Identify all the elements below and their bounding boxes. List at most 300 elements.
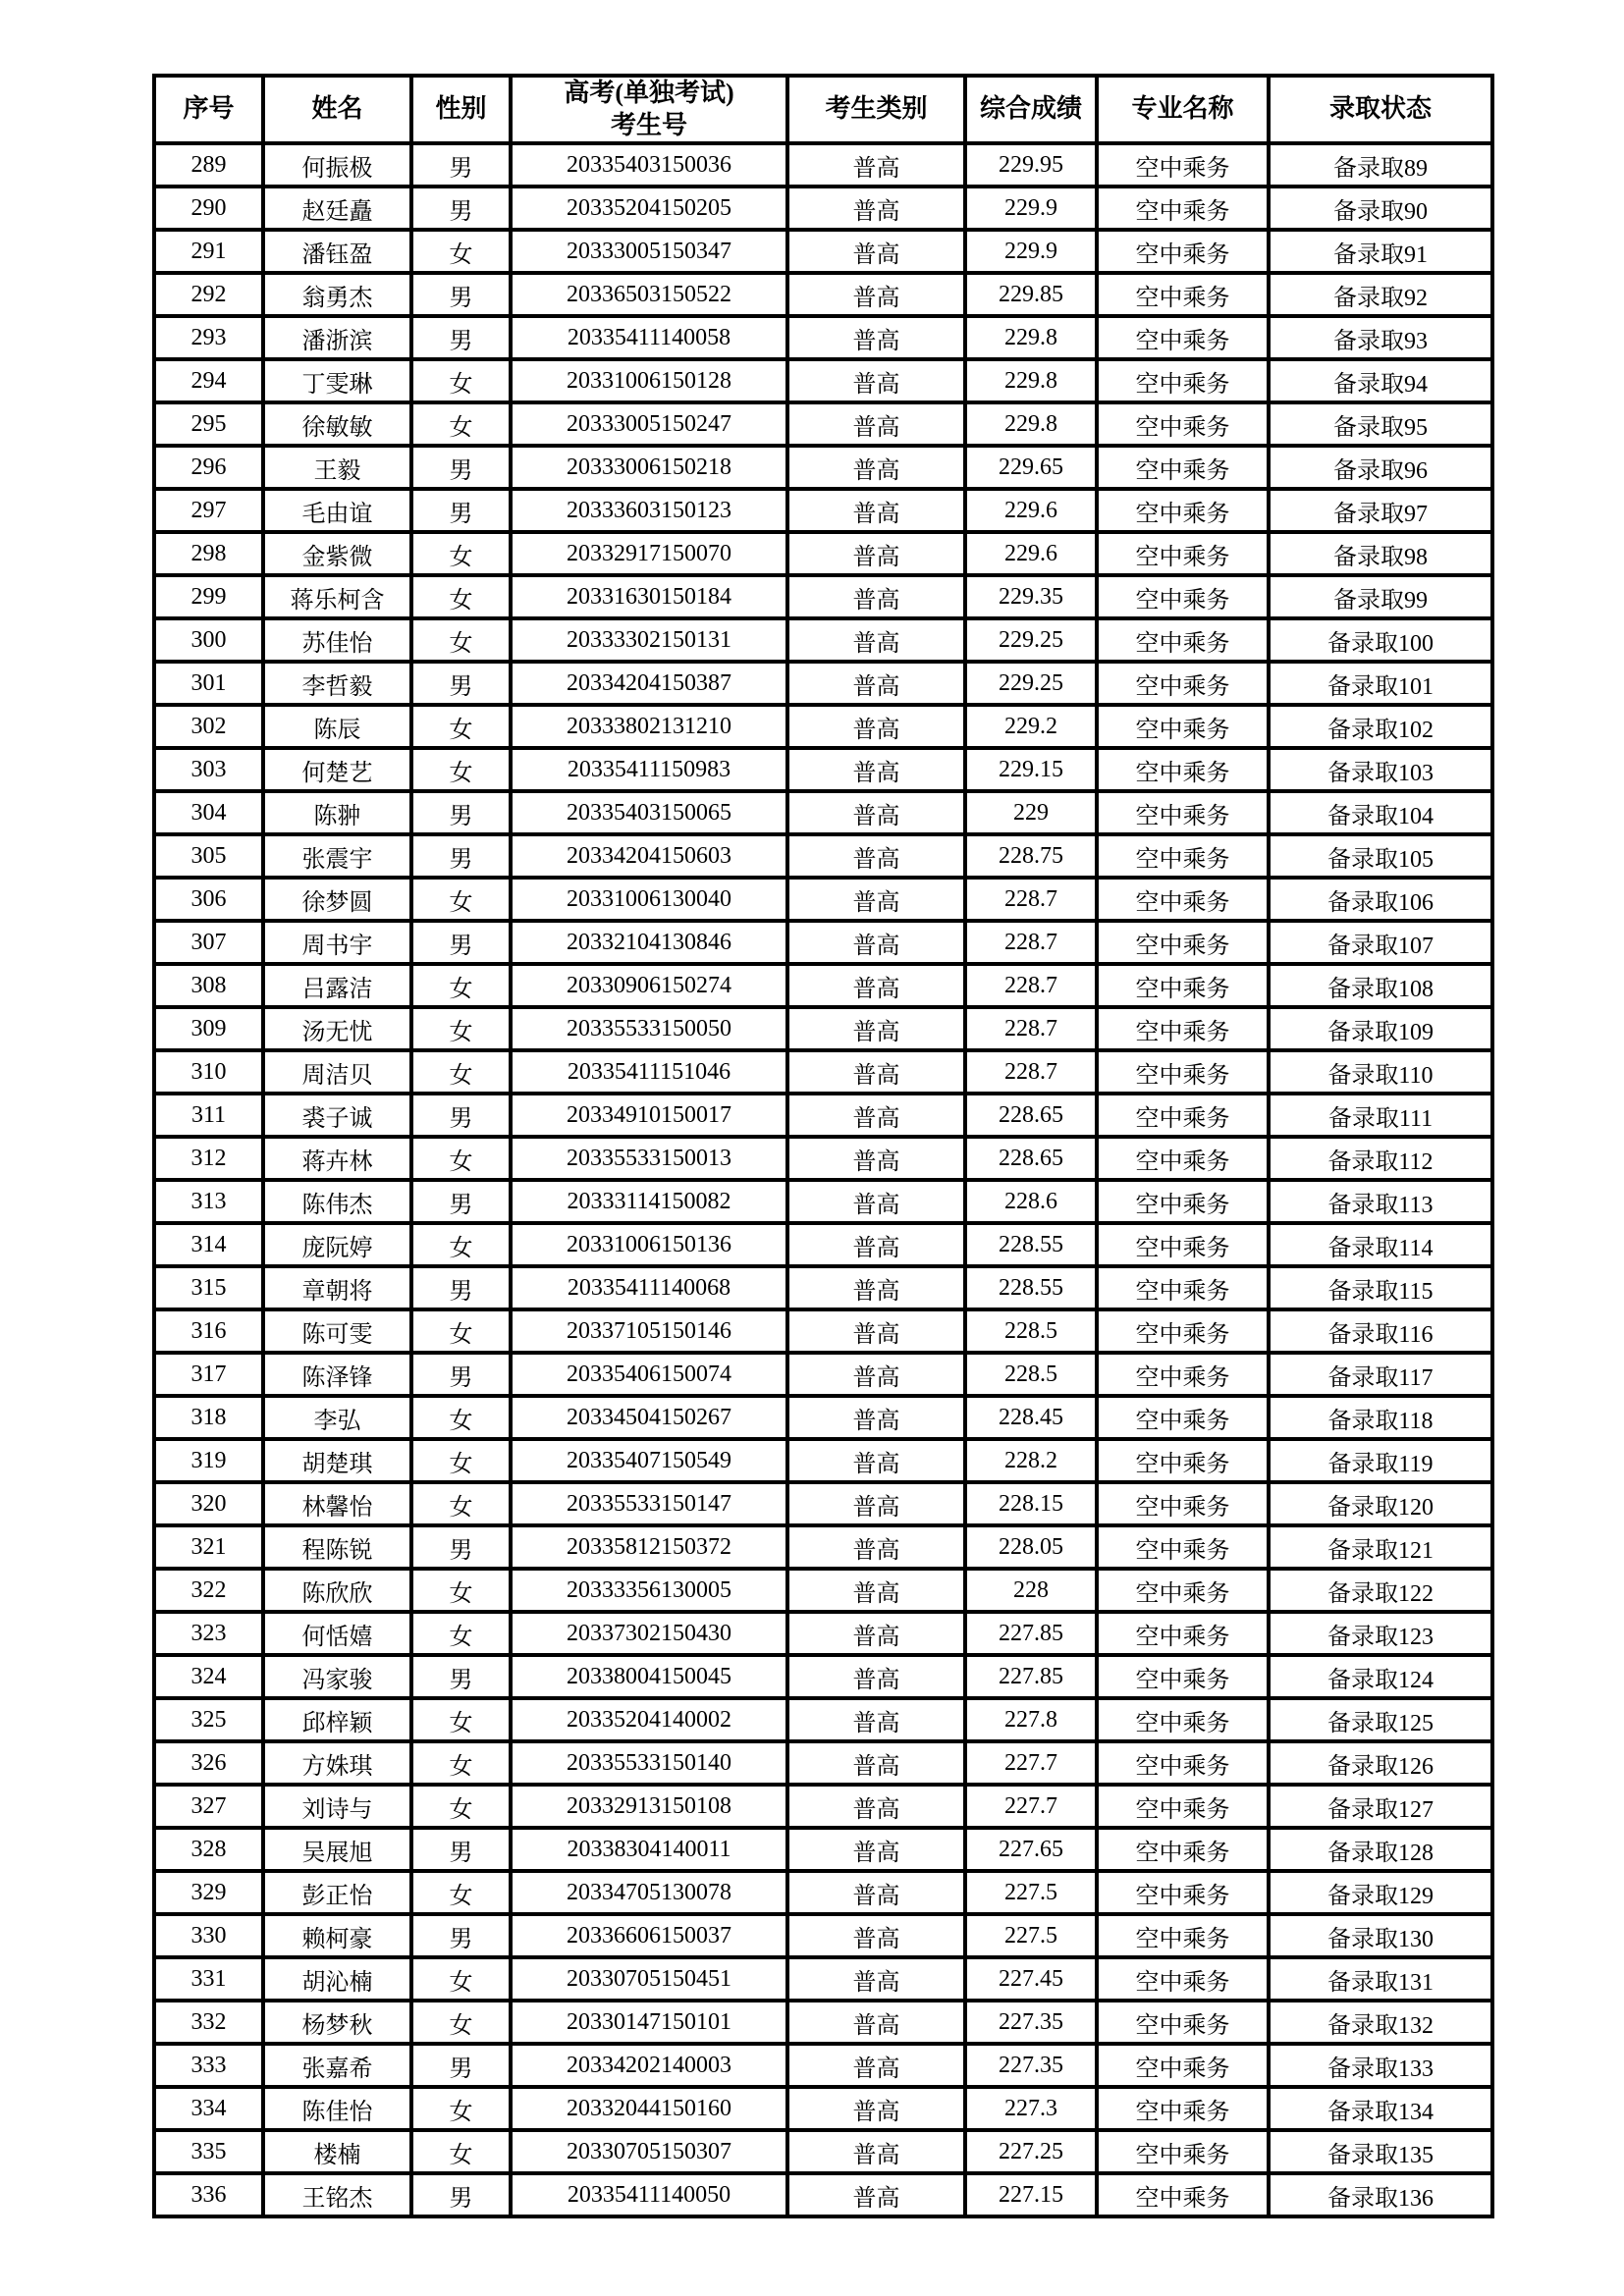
cell-composite-score: 229.35 — [965, 575, 1097, 618]
cell-gender: 女 — [411, 1137, 511, 1180]
cell-major-name: 空中乘务 — [1097, 2044, 1269, 2087]
cell-candidate-type: 普高 — [787, 1396, 965, 1439]
cell-exam-number: 20335533150140 — [511, 1741, 787, 1785]
cell-serial: 306 — [154, 878, 263, 921]
cell-admission-status: 备录取117 — [1269, 1353, 1492, 1396]
col-header-name: 姓名 — [263, 76, 411, 143]
cell-serial: 318 — [154, 1396, 263, 1439]
cell-admission-status: 备录取97 — [1269, 489, 1492, 532]
cell-exam-number: 20335411140058 — [511, 316, 787, 359]
cell-serial: 300 — [154, 618, 263, 662]
cell-composite-score: 228.7 — [965, 921, 1097, 964]
cell-composite-score: 229.85 — [965, 273, 1097, 316]
cell-gender: 女 — [411, 878, 511, 921]
cell-admission-status: 备录取99 — [1269, 575, 1492, 618]
cell-gender: 女 — [411, 2087, 511, 2130]
cell-serial: 333 — [154, 2044, 263, 2087]
cell-admission-status: 备录取132 — [1269, 2001, 1492, 2044]
cell-name: 陈欣欣 — [263, 1569, 411, 1612]
cell-major-name: 空中乘务 — [1097, 575, 1269, 618]
cell-gender: 女 — [411, 575, 511, 618]
cell-serial: 313 — [154, 1180, 263, 1223]
cell-candidate-type: 普高 — [787, 662, 965, 705]
cell-exam-number: 20335812150372 — [511, 1525, 787, 1569]
col-header-gender: 性别 — [411, 76, 511, 143]
cell-major-name: 空中乘务 — [1097, 1698, 1269, 1741]
cell-name: 裘子诚 — [263, 1094, 411, 1137]
col-header-exam-number-line2: 考生号 — [610, 110, 687, 139]
cell-exam-number: 20334204150387 — [511, 662, 787, 705]
table-row — [154, 1482, 1492, 1525]
cell-serial: 311 — [154, 1094, 263, 1137]
cell-admission-status: 备录取115 — [1269, 1266, 1492, 1309]
cell-name: 方姝琪 — [263, 1741, 411, 1785]
cell-name: 苏佳怡 — [263, 618, 411, 662]
cell-name: 庞阮婷 — [263, 1223, 411, 1266]
cell-admission-status: 备录取131 — [1269, 1957, 1492, 2001]
table-row — [154, 1353, 1492, 1396]
cell-serial: 315 — [154, 1266, 263, 1309]
cell-gender: 男 — [411, 273, 511, 316]
cell-admission-status: 备录取135 — [1269, 2130, 1492, 2173]
cell-candidate-type: 普高 — [787, 1309, 965, 1353]
cell-candidate-type: 普高 — [787, 273, 965, 316]
cell-candidate-type: 普高 — [787, 1007, 965, 1050]
col-header-exam-number-line1: 高考(单独考试) — [564, 79, 734, 107]
cell-major-name: 空中乘务 — [1097, 1266, 1269, 1309]
cell-gender: 女 — [411, 964, 511, 1007]
cell-major-name: 空中乘务 — [1097, 1828, 1269, 1871]
cell-major-name: 空中乘务 — [1097, 1914, 1269, 1957]
cell-candidate-type: 普高 — [787, 834, 965, 878]
cell-composite-score: 228.7 — [965, 1007, 1097, 1050]
cell-name: 冯家骏 — [263, 1655, 411, 1698]
table-row — [154, 1914, 1492, 1957]
cell-serial: 296 — [154, 446, 263, 489]
cell-major-name: 空中乘务 — [1097, 316, 1269, 359]
cell-name: 林馨怡 — [263, 1482, 411, 1525]
cell-serial: 291 — [154, 230, 263, 273]
cell-candidate-type: 普高 — [787, 878, 965, 921]
cell-serial: 324 — [154, 1655, 263, 1698]
cell-gender: 女 — [411, 359, 511, 402]
cell-exam-number: 20335411140050 — [511, 2173, 787, 2216]
cell-major-name: 空中乘务 — [1097, 1050, 1269, 1094]
cell-gender: 女 — [411, 402, 511, 446]
cell-composite-score: 229.65 — [965, 446, 1097, 489]
cell-admission-status: 备录取103 — [1269, 748, 1492, 791]
cell-admission-status: 备录取129 — [1269, 1871, 1492, 1914]
cell-gender: 女 — [411, 2130, 511, 2173]
cell-admission-status: 备录取98 — [1269, 532, 1492, 575]
cell-serial: 310 — [154, 1050, 263, 1094]
cell-composite-score: 227.35 — [965, 2044, 1097, 2087]
cell-exam-number: 20338004150045 — [511, 1655, 787, 1698]
cell-exam-number: 20330705150451 — [511, 1957, 787, 2001]
cell-candidate-type: 普高 — [787, 1957, 965, 2001]
cell-exam-number: 20336503150522 — [511, 273, 787, 316]
cell-name: 彭正怡 — [263, 1871, 411, 1914]
cell-serial: 298 — [154, 532, 263, 575]
cell-candidate-type: 普高 — [787, 1698, 965, 1741]
cell-exam-number: 20331006150128 — [511, 359, 787, 402]
cell-candidate-type: 普高 — [787, 1353, 965, 1396]
cell-serial: 323 — [154, 1612, 263, 1655]
cell-exam-number: 20334705130078 — [511, 1871, 787, 1914]
cell-major-name: 空中乘务 — [1097, 1785, 1269, 1828]
cell-admission-status: 备录取89 — [1269, 143, 1492, 187]
cell-name: 汤无忧 — [263, 1007, 411, 1050]
cell-admission-status: 备录取111 — [1269, 1094, 1492, 1137]
admission-table — [152, 74, 1494, 2218]
cell-admission-status: 备录取95 — [1269, 402, 1492, 446]
cell-composite-score: 229.8 — [965, 359, 1097, 402]
cell-candidate-type: 普高 — [787, 1050, 965, 1094]
cell-candidate-type: 普高 — [787, 1180, 965, 1223]
cell-major-name: 空中乘务 — [1097, 489, 1269, 532]
cell-major-name: 空中乘务 — [1097, 791, 1269, 834]
cell-candidate-type: 普高 — [787, 402, 965, 446]
cell-name: 何振极 — [263, 143, 411, 187]
cell-exam-number: 20335406150074 — [511, 1353, 787, 1396]
cell-name: 程陈锐 — [263, 1525, 411, 1569]
cell-major-name: 空中乘务 — [1097, 1309, 1269, 1353]
table-row — [154, 575, 1492, 618]
cell-candidate-type: 普高 — [787, 532, 965, 575]
cell-exam-number: 20334910150017 — [511, 1094, 787, 1137]
cell-admission-status: 备录取127 — [1269, 1785, 1492, 1828]
cell-serial: 293 — [154, 316, 263, 359]
cell-name: 吴展旭 — [263, 1828, 411, 1871]
cell-admission-status: 备录取118 — [1269, 1396, 1492, 1439]
cell-serial: 328 — [154, 1828, 263, 1871]
cell-exam-number: 20330705150307 — [511, 2130, 787, 2173]
cell-major-name: 空中乘务 — [1097, 1569, 1269, 1612]
cell-gender: 男 — [411, 791, 511, 834]
cell-serial: 307 — [154, 921, 263, 964]
cell-candidate-type: 普高 — [787, 921, 965, 964]
cell-serial: 332 — [154, 2001, 263, 2044]
cell-gender: 男 — [411, 143, 511, 187]
table-row — [154, 921, 1492, 964]
cell-composite-score: 229.9 — [965, 230, 1097, 273]
cell-major-name: 空中乘务 — [1097, 834, 1269, 878]
cell-serial: 320 — [154, 1482, 263, 1525]
cell-admission-status: 备录取96 — [1269, 446, 1492, 489]
cell-composite-score: 229.25 — [965, 618, 1097, 662]
cell-name: 潘钰盈 — [263, 230, 411, 273]
cell-composite-score: 228.55 — [965, 1266, 1097, 1309]
cell-composite-score: 228.7 — [965, 878, 1097, 921]
cell-name: 杨梦秋 — [263, 2001, 411, 2044]
cell-candidate-type: 普高 — [787, 2173, 965, 2216]
cell-major-name: 空中乘务 — [1097, 1655, 1269, 1698]
col-header-composite-score: 综合成绩 — [965, 76, 1097, 143]
cell-serial: 302 — [154, 705, 263, 748]
cell-major-name: 空中乘务 — [1097, 1396, 1269, 1439]
cell-gender: 女 — [411, 1439, 511, 1482]
cell-admission-status: 备录取136 — [1269, 2173, 1492, 2216]
cell-serial: 299 — [154, 575, 263, 618]
cell-name: 胡楚琪 — [263, 1439, 411, 1482]
cell-serial: 305 — [154, 834, 263, 878]
cell-composite-score: 228.15 — [965, 1482, 1097, 1525]
cell-candidate-type: 普高 — [787, 1655, 965, 1698]
cell-admission-status: 备录取92 — [1269, 273, 1492, 316]
cell-composite-score: 227.85 — [965, 1612, 1097, 1655]
table-row — [154, 1439, 1492, 1482]
cell-candidate-type: 普高 — [787, 1785, 965, 1828]
cell-name: 蒋乐柯含 — [263, 575, 411, 618]
cell-serial: 308 — [154, 964, 263, 1007]
cell-major-name: 空中乘务 — [1097, 2130, 1269, 2173]
cell-composite-score: 228.5 — [965, 1353, 1097, 1396]
cell-gender: 女 — [411, 1223, 511, 1266]
cell-admission-status: 备录取116 — [1269, 1309, 1492, 1353]
cell-exam-number: 20333006150218 — [511, 446, 787, 489]
cell-admission-status: 备录取130 — [1269, 1914, 1492, 1957]
cell-exam-number: 20330906150274 — [511, 964, 787, 1007]
cell-candidate-type: 普高 — [787, 446, 965, 489]
cell-admission-status: 备录取125 — [1269, 1698, 1492, 1741]
cell-major-name: 空中乘务 — [1097, 921, 1269, 964]
cell-name: 邱梓颖 — [263, 1698, 411, 1741]
cell-candidate-type: 普高 — [787, 1914, 965, 1957]
cell-gender: 男 — [411, 921, 511, 964]
cell-name: 赖柯豪 — [263, 1914, 411, 1957]
col-header-admission-status: 录取状态 — [1269, 76, 1492, 143]
cell-major-name: 空中乘务 — [1097, 2087, 1269, 2130]
cell-gender: 女 — [411, 1007, 511, 1050]
cell-candidate-type: 普高 — [787, 1266, 965, 1309]
cell-exam-number: 20337302150430 — [511, 1612, 787, 1655]
cell-composite-score: 229 — [965, 791, 1097, 834]
cell-serial: 331 — [154, 1957, 263, 2001]
cell-serial: 290 — [154, 187, 263, 230]
cell-name: 徐敏敏 — [263, 402, 411, 446]
cell-major-name: 空中乘务 — [1097, 748, 1269, 791]
cell-admission-status: 备录取124 — [1269, 1655, 1492, 1698]
cell-name: 陈辰 — [263, 705, 411, 748]
cell-major-name: 空中乘务 — [1097, 1957, 1269, 2001]
cell-candidate-type: 普高 — [787, 2087, 965, 2130]
cell-gender: 女 — [411, 1957, 511, 2001]
cell-composite-score: 228.7 — [965, 964, 1097, 1007]
cell-major-name: 空中乘务 — [1097, 1741, 1269, 1785]
cell-major-name: 空中乘务 — [1097, 964, 1269, 1007]
cell-exam-number: 20335403150065 — [511, 791, 787, 834]
cell-gender: 男 — [411, 489, 511, 532]
cell-composite-score: 229.8 — [965, 402, 1097, 446]
cell-gender: 男 — [411, 834, 511, 878]
cell-exam-number: 20335533150013 — [511, 1137, 787, 1180]
cell-composite-score: 227.7 — [965, 1785, 1097, 1828]
cell-gender: 男 — [411, 1094, 511, 1137]
cell-composite-score: 229.8 — [965, 316, 1097, 359]
cell-admission-status: 备录取123 — [1269, 1612, 1492, 1655]
cell-name: 周书宇 — [263, 921, 411, 964]
cell-name: 毛由谊 — [263, 489, 411, 532]
cell-candidate-type: 普高 — [787, 230, 965, 273]
cell-composite-score: 228.6 — [965, 1180, 1097, 1223]
table-row — [154, 834, 1492, 878]
cell-admission-status: 备录取120 — [1269, 1482, 1492, 1525]
cell-name: 章朝将 — [263, 1266, 411, 1309]
cell-composite-score: 227.15 — [965, 2173, 1097, 2216]
cell-admission-status: 备录取134 — [1269, 2087, 1492, 2130]
cell-admission-status: 备录取128 — [1269, 1828, 1492, 1871]
table-row — [154, 705, 1492, 748]
cell-serial: 301 — [154, 662, 263, 705]
cell-name: 何恬嬉 — [263, 1612, 411, 1655]
cell-major-name: 空中乘务 — [1097, 1137, 1269, 1180]
cell-candidate-type: 普高 — [787, 489, 965, 532]
cell-composite-score: 227.5 — [965, 1871, 1097, 1914]
cell-exam-number: 20333802131210 — [511, 705, 787, 748]
cell-serial: 295 — [154, 402, 263, 446]
cell-composite-score: 228.05 — [965, 1525, 1097, 1569]
cell-name: 陈翀 — [263, 791, 411, 834]
cell-gender: 女 — [411, 1482, 511, 1525]
cell-name: 潘浙滨 — [263, 316, 411, 359]
cell-admission-status: 备录取113 — [1269, 1180, 1492, 1223]
table-row — [154, 2173, 1492, 2216]
table-row — [154, 1309, 1492, 1353]
cell-exam-number: 20335204140002 — [511, 1698, 787, 1741]
cell-gender: 女 — [411, 532, 511, 575]
cell-name: 吕露洁 — [263, 964, 411, 1007]
cell-serial: 312 — [154, 1137, 263, 1180]
table-row — [154, 878, 1492, 921]
cell-exam-number: 20335204150205 — [511, 187, 787, 230]
table-row — [154, 1525, 1492, 1569]
cell-name: 张嘉希 — [263, 2044, 411, 2087]
cell-composite-score: 229.2 — [965, 705, 1097, 748]
cell-exam-number: 20330147150101 — [511, 2001, 787, 2044]
cell-composite-score: 228.45 — [965, 1396, 1097, 1439]
cell-name: 陈可雯 — [263, 1309, 411, 1353]
table-row — [154, 402, 1492, 446]
cell-serial: 334 — [154, 2087, 263, 2130]
cell-name: 翁勇杰 — [263, 273, 411, 316]
table-row — [154, 1698, 1492, 1741]
cell-candidate-type: 普高 — [787, 1094, 965, 1137]
cell-gender: 男 — [411, 187, 511, 230]
col-header-exam-number — [511, 76, 787, 143]
cell-serial: 319 — [154, 1439, 263, 1482]
cell-gender: 女 — [411, 705, 511, 748]
cell-exam-number: 20336606150037 — [511, 1914, 787, 1957]
cell-candidate-type: 普高 — [787, 143, 965, 187]
cell-serial: 289 — [154, 143, 263, 187]
cell-candidate-type: 普高 — [787, 187, 965, 230]
cell-serial: 330 — [154, 1914, 263, 1957]
cell-name: 李弘 — [263, 1396, 411, 1439]
cell-major-name: 空中乘务 — [1097, 230, 1269, 273]
cell-admission-status: 备录取91 — [1269, 230, 1492, 273]
cell-composite-score: 227.25 — [965, 2130, 1097, 2173]
cell-admission-status: 备录取119 — [1269, 1439, 1492, 1482]
table-row — [154, 2130, 1492, 2173]
cell-admission-status: 备录取106 — [1269, 878, 1492, 921]
cell-admission-status: 备录取105 — [1269, 834, 1492, 878]
cell-candidate-type: 普高 — [787, 2044, 965, 2087]
cell-candidate-type: 普高 — [787, 1871, 965, 1914]
cell-major-name: 空中乘务 — [1097, 2173, 1269, 2216]
cell-candidate-type: 普高 — [787, 1828, 965, 1871]
cell-gender: 女 — [411, 1741, 511, 1785]
table-row — [154, 1007, 1492, 1050]
cell-exam-number: 20332913150108 — [511, 1785, 787, 1828]
table-row — [154, 1396, 1492, 1439]
cell-gender: 女 — [411, 1612, 511, 1655]
cell-name: 陈佳怡 — [263, 2087, 411, 2130]
cell-admission-status: 备录取110 — [1269, 1050, 1492, 1094]
cell-major-name: 空中乘务 — [1097, 1223, 1269, 1266]
table-row — [154, 230, 1492, 273]
cell-composite-score: 228.2 — [965, 1439, 1097, 1482]
cell-gender: 男 — [411, 1353, 511, 1396]
cell-major-name: 空中乘务 — [1097, 1094, 1269, 1137]
cell-serial: 316 — [154, 1309, 263, 1353]
cell-major-name: 空中乘务 — [1097, 878, 1269, 921]
cell-name: 蒋卉林 — [263, 1137, 411, 1180]
cell-admission-status: 备录取121 — [1269, 1525, 1492, 1569]
cell-name: 徐梦圆 — [263, 878, 411, 921]
table-row — [154, 1223, 1492, 1266]
cell-gender: 男 — [411, 2173, 511, 2216]
cell-name: 何楚艺 — [263, 748, 411, 791]
cell-composite-score: 228.5 — [965, 1309, 1097, 1353]
cell-candidate-type: 普高 — [787, 705, 965, 748]
cell-composite-score: 229.15 — [965, 748, 1097, 791]
cell-composite-score: 229.6 — [965, 489, 1097, 532]
cell-exam-number: 20333005150247 — [511, 402, 787, 446]
table-row — [154, 2044, 1492, 2087]
cell-candidate-type: 普高 — [787, 964, 965, 1007]
cell-exam-number: 20335533150147 — [511, 1482, 787, 1525]
cell-major-name: 空中乘务 — [1097, 1439, 1269, 1482]
cell-serial: 325 — [154, 1698, 263, 1741]
cell-name: 胡沁楠 — [263, 1957, 411, 2001]
cell-major-name: 空中乘务 — [1097, 359, 1269, 402]
cell-candidate-type: 普高 — [787, 1612, 965, 1655]
table-row — [154, 1180, 1492, 1223]
cell-serial: 303 — [154, 748, 263, 791]
cell-admission-status: 备录取90 — [1269, 187, 1492, 230]
cell-serial: 317 — [154, 1353, 263, 1396]
cell-major-name: 空中乘务 — [1097, 532, 1269, 575]
table-row — [154, 618, 1492, 662]
cell-name: 陈泽锋 — [263, 1353, 411, 1396]
cell-exam-number: 20331006130040 — [511, 878, 787, 921]
cell-serial: 292 — [154, 273, 263, 316]
table-row — [154, 2087, 1492, 2130]
table-row — [154, 964, 1492, 1007]
cell-gender: 男 — [411, 662, 511, 705]
cell-candidate-type: 普高 — [787, 1137, 965, 1180]
cell-exam-number: 20335533150050 — [511, 1007, 787, 1050]
cell-candidate-type: 普高 — [787, 748, 965, 791]
cell-admission-status: 备录取107 — [1269, 921, 1492, 964]
cell-major-name: 空中乘务 — [1097, 618, 1269, 662]
cell-composite-score: 227.8 — [965, 1698, 1097, 1741]
cell-serial: 304 — [154, 791, 263, 834]
cell-name: 刘诗与 — [263, 1785, 411, 1828]
cell-major-name: 空中乘务 — [1097, 1612, 1269, 1655]
cell-exam-number: 20333603150123 — [511, 489, 787, 532]
table-row — [154, 446, 1492, 489]
